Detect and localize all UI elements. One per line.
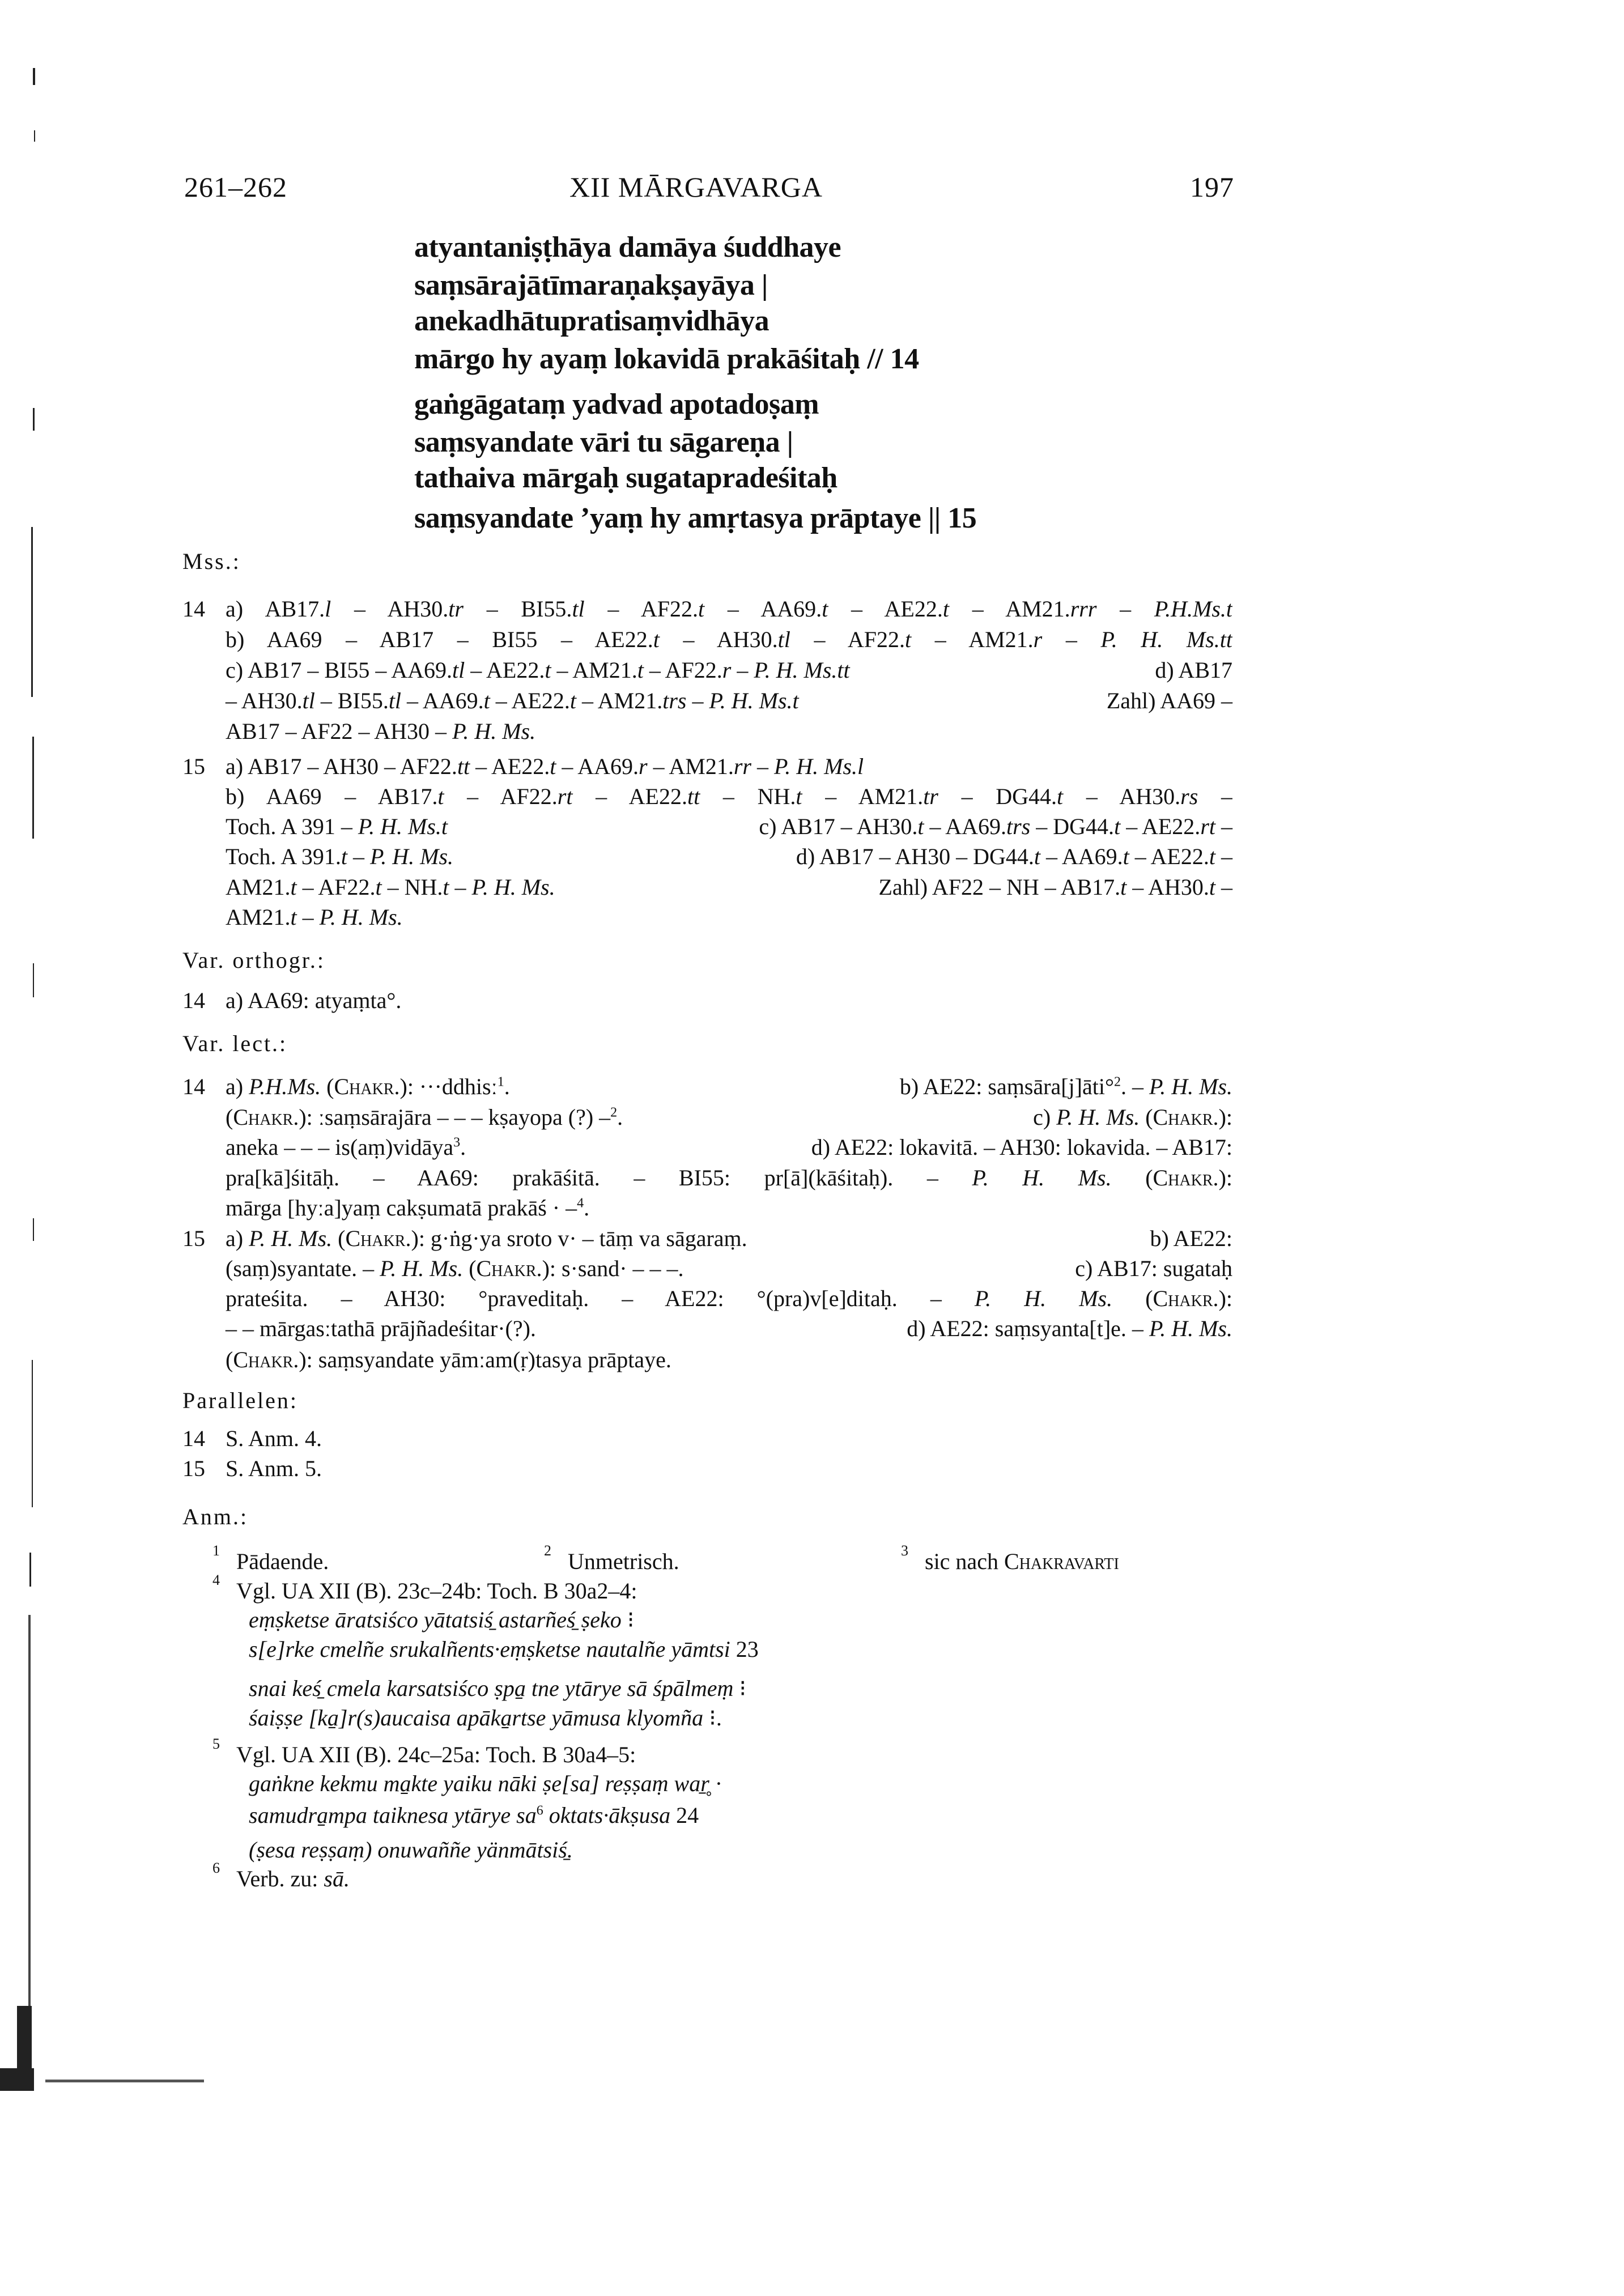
verse-line: atyantaniṣṭhāya damāya śuddhaye <box>414 231 841 263</box>
apparatus-line: b) AA69 – AB17 – BI55 – AE22.t – AH30.tl – AF22.t – AM21.r – P. H. Ms.tt <box>226 627 1232 652</box>
line-part: b) AE22: saṃsāra[j]āti°$^2$. – P. H. Ms. <box>899 1074 1232 1099</box>
text-run: t <box>822 596 828 622</box>
apparatus-line: a) AB17.l – AH30.tr – BI55.tl – AF22.t – AA69.t – AE22.t – AM21.rrr – P.H.Ms.t <box>226 596 1232 622</box>
verse-line: mārgo hy ayaṃ lokavidā prakāśitaḥ // 14 <box>414 343 919 375</box>
footnote-text: sic nach Chakravarti <box>925 1549 1119 1574</box>
page-number: 197 <box>1190 171 1234 203</box>
text-run: tt <box>457 754 470 779</box>
text-run: rt <box>557 784 573 809</box>
text-run: t <box>443 874 449 900</box>
text-run: oktats·ākṣusa <box>549 1802 671 1828</box>
text-run: trs <box>662 688 687 713</box>
line-part: d) AB17 – AH30 – DG44.t – AA69.t – AE22.t – <box>796 844 1232 869</box>
text-run: t <box>569 688 576 713</box>
text-run: t <box>1114 814 1121 839</box>
apparatus-line <box>226 1253 1232 1284</box>
text-run: (ṣesa reṣṣaṃ) onuwaññe yänmātsiś̱. <box>249 1837 573 1863</box>
tocharian-quote-line: s[e]rke cmelñe srukalñents·eṃṣketse nautalñe yāmtsi 23 <box>249 1636 759 1662</box>
text-run: P.H.Ms. <box>249 1074 321 1099</box>
text-run: tl <box>452 657 465 683</box>
text-run: r <box>722 657 732 683</box>
text-run: trs <box>1006 814 1031 839</box>
text-run: t <box>1034 844 1041 869</box>
text-run: 2 <box>610 1105 618 1120</box>
section-label: Var. orthogr.: <box>182 947 325 973</box>
text-run: P. H. Ms. <box>370 844 454 869</box>
line-part: (saṃ)syantate. – P. H. Ms. (Chakr.): s·sand· – – –. <box>226 1256 684 1281</box>
line-part: Zahl) AF22 – NH – AB17.t – AH30.t – <box>878 874 1232 900</box>
line-part: AM21.t – AF22.t – NH.t – P. H. Ms. <box>226 874 555 900</box>
text-run: t <box>917 814 924 839</box>
text-run: P. H. Ms. <box>1149 1316 1232 1341</box>
text-run: Chakr. <box>233 1347 299 1372</box>
text-run: 4 <box>577 1196 584 1211</box>
text-run: s[e]rke cmelñe srukalñents·eṃṣketse nautalñe yāmtsi <box>249 1636 730 1662</box>
text-run: P. H. Ms. <box>452 718 536 744</box>
text-run: śaiṣṣe [ka̱]r(s)aucaisa apāka̱rtse yāmusa klyomña <box>249 1705 704 1730</box>
apparatus-line: pra[kā]śitāḥ. – AA69: prakāśitā. – BI55: pr[ā](kāśitaḥ). – P. H. Ms. (Chakr.): <box>226 1165 1232 1190</box>
text-run: r <box>639 754 648 779</box>
text-run: tr <box>923 784 938 809</box>
line-part: c) AB17 – BI55 – AA69.tl – AE22.t – AM21.t – AF22.r – P. H. Ms.tt <box>226 657 850 683</box>
text-run: 6 <box>536 1803 543 1818</box>
text-run: eṃṣketse āratsiśco yātatsiś̱ astarñeś̱ ṣeko <box>249 1607 622 1632</box>
line-part: (Chakr.): ːsaṃsārajāra – – – kṣayopa (?) –$^2$. <box>226 1104 623 1130</box>
tocharian-quote-line: śaiṣṣe [ka̱]r(s)aucaisa apāka̱rtse yāmusa klyomña ⁝. <box>249 1705 722 1730</box>
text-run: t <box>1123 844 1129 869</box>
text-run: t <box>290 904 297 930</box>
line-part: d) AB17 <box>1155 657 1232 683</box>
footnote-mark: 1 <box>212 1542 220 1559</box>
text-run: t <box>341 844 347 869</box>
apparatus-line <box>226 1223 1232 1254</box>
verse-number: 14 <box>182 1426 205 1451</box>
apparatus-line: S. Anm. 4. <box>226 1426 322 1451</box>
footnote-mark: 4 <box>212 1572 220 1588</box>
text-run: tr <box>448 596 464 622</box>
verse-line: saṃsyandate vāri tu sāgareṇa | <box>414 426 793 458</box>
text-run: 1 <box>497 1074 504 1090</box>
text-run: tl <box>777 627 790 652</box>
text-run: P. H. Ms. <box>1056 1104 1140 1130</box>
text-run: P. H. Ms. <box>972 1165 1112 1190</box>
footnote-mark: 3 <box>901 1542 908 1559</box>
text-run: Chakr. <box>1153 1104 1219 1130</box>
text-run: P. H. Ms.t <box>709 688 799 713</box>
apparatus-line <box>226 686 1232 716</box>
line-part: – – mārgasːtathā prājñadeśitar·(?). <box>226 1316 536 1341</box>
text-run: P. H. Ms.tt <box>1100 627 1232 652</box>
text-run: t <box>1209 844 1215 869</box>
line-part: c) AB17 – AH30.t – AA69.trs – DG44.t – AE22.rt – <box>759 814 1232 839</box>
footnote-mark: 5 <box>212 1736 220 1752</box>
apparatus-line <box>226 1313 1232 1344</box>
verse-number: 15 <box>182 754 205 779</box>
tocharian-quote-line: eṃṣketse āratsiśco yātatsiś̱ astarñeś̱ ṣeko ⁝ <box>249 1607 635 1632</box>
text-run: rrr <box>1070 596 1097 622</box>
apparatus-line <box>226 1102 1232 1133</box>
text-run: sā. <box>324 1866 350 1891</box>
text-run: Chakr. <box>1153 1165 1219 1190</box>
text-run: P. H. Ms.l <box>773 754 864 779</box>
tocharian-quote-line: snai keś̱ cmela karsatsiśco ṣpa̱ tne ytārye sā śpālmeṃ ⁝ <box>249 1676 747 1701</box>
text-run: P. H. Ms.tt <box>754 657 850 683</box>
text-run: Chakr. <box>476 1256 542 1281</box>
text-run: t <box>1209 874 1215 900</box>
text-run: P. H. Ms.t <box>358 814 448 839</box>
verse-number: 14 <box>182 596 205 622</box>
text-run: t <box>1120 874 1127 900</box>
text-run: t <box>637 657 644 683</box>
verse-number: 14 <box>182 988 205 1013</box>
verse-line: gaṅgāgataṃ yadvad apotadoṣaṃ <box>414 388 819 420</box>
apparatus-line: (Chakr.): saṃsyandate yāmːam(ṛ)tasya prāptaye. <box>226 1347 671 1372</box>
text-run: rt <box>1200 814 1215 839</box>
text-run: snai keś̱ cmela karsatsiśco ṣpa̱ tne ytārye sā śpālmeṃ <box>249 1676 734 1701</box>
text-run: Chakravarti <box>1004 1549 1119 1574</box>
apparatus-line: a) AA69: atyaṃta°. <box>226 988 402 1013</box>
apparatus-line: b) AA69 – AB17.t – AF22.rt – AE22.tt – NH.t – AM21.tr – DG44.t – AH30.rs – <box>226 784 1232 809</box>
text-run: t <box>905 627 912 652</box>
section-label: Var. lect.: <box>182 1031 288 1056</box>
footnote-text: Vgl. UA XII (B). 24c–25a: Toch. B 30a4–5: <box>236 1742 636 1767</box>
text-run: tl <box>388 688 402 713</box>
footnote-text: Verb. zu: sā. <box>236 1866 350 1891</box>
text-run: Chakr. <box>233 1104 299 1130</box>
apparatus-line: a) AB17 – AH30 – AF22.tt – AE22.t – AA69.r – AM21.rr – P. H. Ms.l <box>226 754 864 779</box>
text-run: r <box>1033 627 1043 652</box>
apparatus-line <box>226 1132 1232 1163</box>
apparatus-line <box>226 841 1232 872</box>
apparatus-line: AM21.t – P. H. Ms. <box>226 904 403 930</box>
footnote-text: Pādaende. <box>236 1549 329 1574</box>
chapter-title: XII MĀRGAVARGA <box>569 171 823 203</box>
apparatus-line <box>226 811 1232 842</box>
line-part: c) P. H. Ms. (Chakr.): <box>1033 1104 1232 1130</box>
line-part: – AH30.tl – BI55.tl – AA69.t – AE22.t – AM21.trs – P. H. Ms.t <box>226 688 799 713</box>
verse-number: 15 <box>182 1456 205 1481</box>
line-part: b) AE22: <box>1150 1226 1232 1251</box>
text-run: Chakr. <box>345 1226 411 1251</box>
apparatus-line: mārga [hyːa]yaṃ cakṣumatā prakāś · –$^4$. <box>226 1195 590 1221</box>
text-run: l <box>325 596 331 622</box>
text-run: tl <box>302 688 315 713</box>
footnote-mark: 2 <box>544 1542 551 1559</box>
text-run: P.H.Ms.t <box>1154 596 1232 622</box>
text-run: P. H. Ms. <box>249 1226 333 1251</box>
line-part: d) AE22: lokavitā. – AH30: lokavida. – AB17: <box>811 1134 1232 1160</box>
text-run: tl <box>572 596 585 622</box>
text-run: P. H. Ms. <box>1149 1074 1232 1099</box>
line-part: a) P. H. Ms. (Chakr.): g·ṅg·ya sroto v· – tāṃ va sāgaraṃ. <box>226 1226 747 1251</box>
apparatus-line: prateśita. – AH30: °praveditaḥ. – AE22: °(pra)v[e]ditaḥ. – P. H. Ms. (Chakr.): <box>226 1286 1232 1311</box>
text-run: t <box>550 754 556 779</box>
apparatus-line <box>226 1072 1232 1102</box>
footnote-text: Vgl. UA XII (B). 23c–24b: Toch. B 30a2–4: <box>236 1578 637 1604</box>
text-run: rr <box>733 754 751 779</box>
apparatus-line <box>226 872 1232 903</box>
text-run: t <box>653 627 660 652</box>
text-run: 3 <box>453 1135 461 1150</box>
text-run: 2 <box>1113 1074 1121 1090</box>
text-run: t <box>796 784 802 809</box>
line-part: c) AB17: sugataḥ <box>1075 1256 1232 1281</box>
line-part: Toch. A 391.t – P. H. Ms. <box>226 844 454 869</box>
text-run: P. H. Ms. <box>471 874 555 900</box>
text-run: t <box>1057 784 1064 809</box>
footnote-text: Unmetrisch. <box>568 1549 679 1574</box>
text-run: t <box>437 784 444 809</box>
line-part: d) AE22: saṃsyanta[t]e. – P. H. Ms. <box>907 1316 1232 1341</box>
footnote-mark: 6 <box>212 1860 220 1876</box>
text-run: P. H. Ms. <box>319 904 403 930</box>
line-part: aneka – – – is(aṃ)vidāya$^3$. <box>226 1134 466 1160</box>
text-run: tt <box>687 784 700 809</box>
anm-label: Anm.: <box>182 1504 249 1529</box>
text-run: gaṅkne kekmu ma̱kte yaiku nāki ṣe[sa] reṣṣaṃ war̥̱ <box>249 1771 709 1796</box>
verse-number: 14 <box>182 1074 205 1099</box>
tocharian-quote-line: gaṅkne kekmu ma̱kte yaiku nāki ṣe[sa] reṣṣaṃ war̥̱ · <box>249 1771 723 1796</box>
line-part: Zahl) AA69 – <box>1106 688 1232 713</box>
page-range: 261–262 <box>184 171 287 203</box>
text-run: Chakr. <box>1153 1286 1219 1311</box>
section-label: Mss.: <box>182 549 241 574</box>
apparatus-line: S. Anm. 5. <box>226 1456 322 1481</box>
text-run: Chakr. <box>334 1074 400 1099</box>
text-run: P. H. Ms. <box>380 1256 464 1281</box>
text-run: t <box>698 596 705 622</box>
apparatus-line: AB17 – AF22 – AH30 – P. H. Ms. <box>226 718 536 744</box>
apparatus-line <box>226 655 1232 686</box>
line-part: Toch. A 391 – P. H. Ms.t <box>226 814 448 839</box>
text-run: rs <box>1180 784 1198 809</box>
tocharian-quote-line <box>249 1835 573 1865</box>
text-run: t <box>942 596 949 622</box>
text-run: t <box>545 657 551 683</box>
text-run: samudra̱mpa taiknesa ytārye sa <box>249 1802 537 1828</box>
text-run: P. H. Ms. <box>974 1286 1113 1311</box>
verse-line: saṃsārajātīmaraṇakṣayāya | <box>414 269 768 301</box>
text-run: t <box>375 874 382 900</box>
tocharian-quote-line: samudra̱mpa taiknesa ytārye $sa^6$ oktats·ākṣusa 24 <box>249 1802 699 1828</box>
verse-number: 15 <box>182 1226 205 1251</box>
verse-line: tathaiva mārgaḥ sugatapradeśitaḥ <box>414 462 837 494</box>
verse-line: anekadhātupratisaṃvidhāya <box>414 305 770 337</box>
text-run: t <box>483 688 490 713</box>
section-label: Parallelen: <box>182 1388 299 1413</box>
line-part: a) P.H.Ms. (Chakr.): ···ddhisː$^1$. <box>226 1074 510 1099</box>
verse-line: saṃsyandate ’yaṃ hy amṛtasya prāptaye || 15 <box>414 502 977 534</box>
text-run: t <box>290 874 297 900</box>
